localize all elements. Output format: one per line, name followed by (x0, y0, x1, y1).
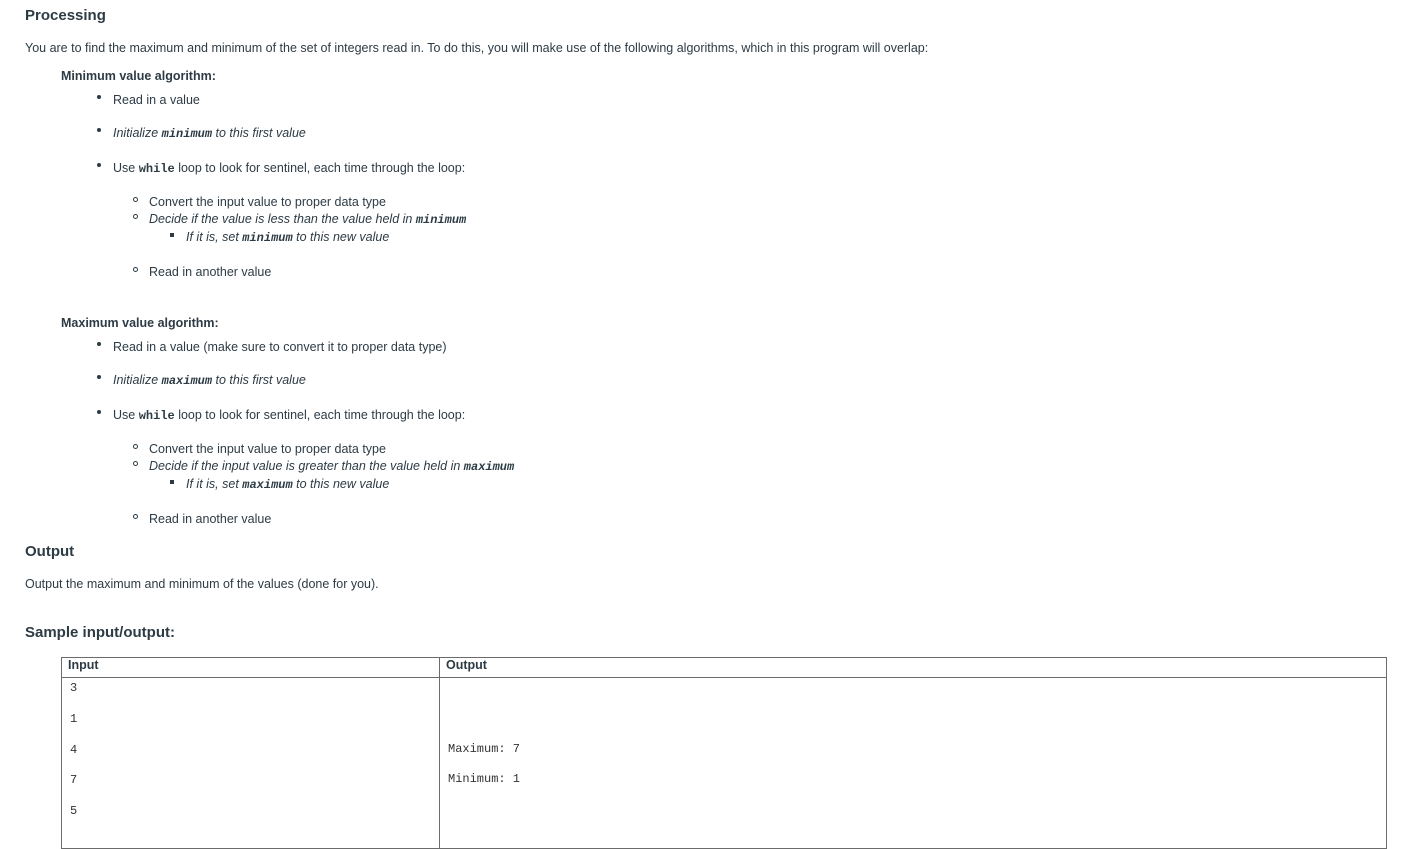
max-step-loop: Use while loop to look for sentinel, each time through the loop: (113, 408, 466, 423)
max-step-initialize: Initialize maximum to this first value (113, 373, 306, 388)
min-step-loop: Use while loop to look for sentinel, each time through the loop: (113, 161, 466, 176)
min-sub-convert: Convert the input value to proper data type (149, 195, 386, 209)
max-sub-read-another: Read in another value (149, 512, 272, 526)
min-sub-decide: Decide if the value is less than the value held in minimum (149, 212, 467, 227)
table-header-output: Output (440, 658, 1387, 678)
sample-heading: Sample input/output: (25, 624, 175, 641)
output-line: Minimum: 1 (448, 772, 521, 786)
max-step-read: Read in a value (make sure to convert it to proper data type) (113, 340, 447, 354)
sample-io-table (61, 657, 1387, 849)
input-line: 7 (70, 773, 78, 787)
max-algorithm-title: Maximum value algorithm: (61, 316, 219, 330)
max-sub-set: If it is, set maximum to this new value (186, 477, 390, 492)
processing-heading: Processing (25, 7, 106, 24)
max-sub-decide: Decide if the input value is greater than the value held in maximum (149, 459, 515, 474)
input-line: 3 (70, 681, 78, 695)
input-line: 1 (70, 712, 78, 726)
processing-intro: You are to find the maximum and minimum of the set of integers read in. To do this, you will make use of the following algorithms, which in this program will overlap: (25, 41, 929, 55)
output-text: Output the maximum and minimum of the values (done for you). (25, 577, 379, 591)
min-sub-read-another: Read in another value (149, 265, 272, 279)
min-step-initialize: Initialize minimum to this first value (113, 126, 306, 141)
output-heading: Output (25, 543, 75, 560)
table-header-input: Input (62, 658, 440, 678)
output-line: Maximum: 7 (448, 742, 521, 756)
min-sub-set: If it is, set minimum to this new value (186, 230, 390, 245)
min-step-read: Read in a value (113, 93, 200, 107)
input-line: 4 (70, 743, 78, 757)
max-sub-convert: Convert the input value to proper data type (149, 442, 386, 456)
input-line: 5 (70, 804, 78, 818)
min-algorithm-title: Minimum value algorithm: (61, 69, 216, 83)
